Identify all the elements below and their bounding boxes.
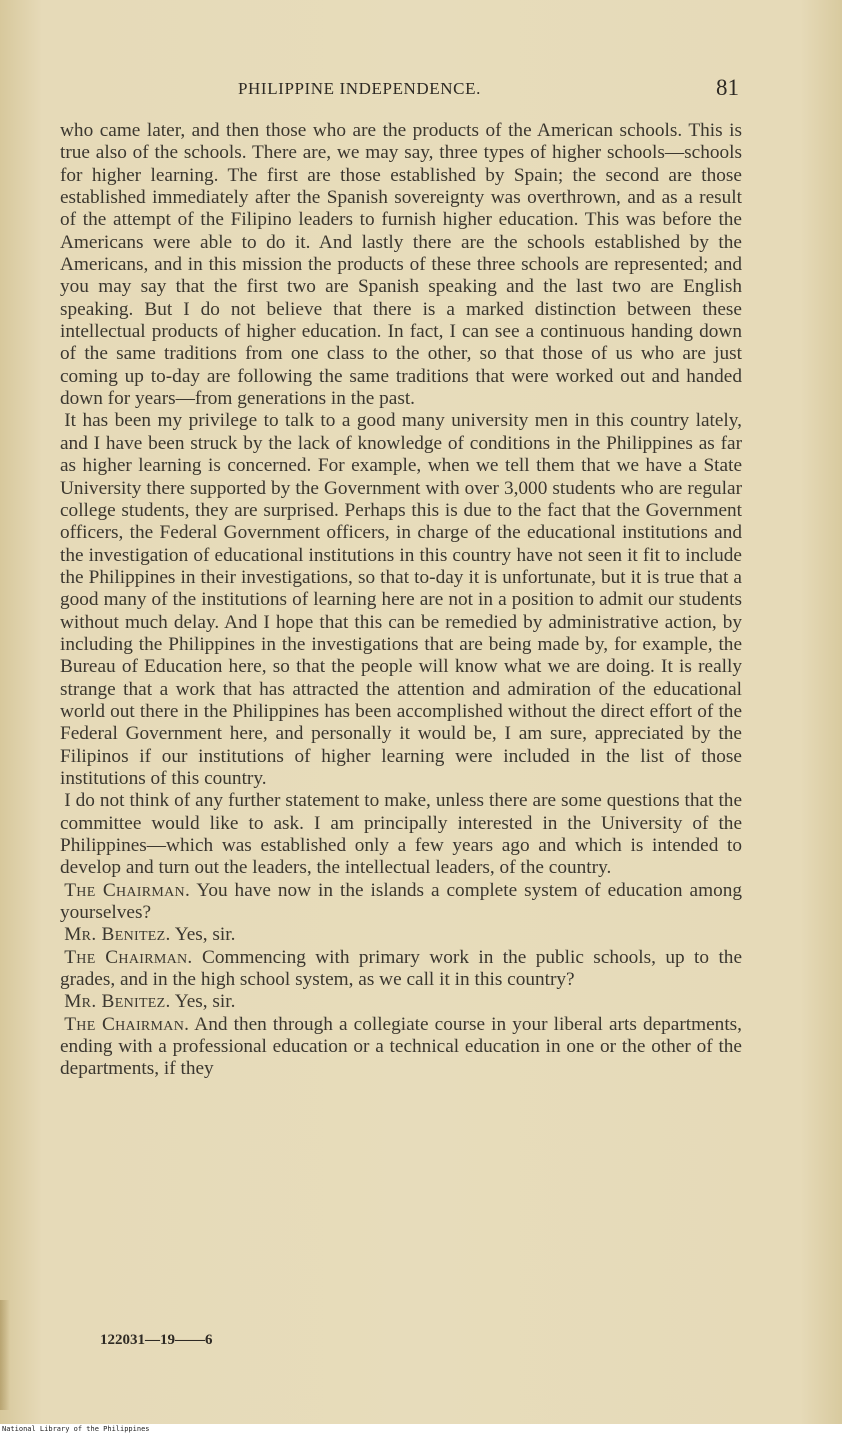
speaker-benitez: Mr. Benitez.	[64, 924, 171, 946]
paragraph-2: It has been my privilege to talk to a good many university men in this country lately, and I have been struck by the lack of knowledge of conditions in the Philippines as far as higher learning is concerned. For example, when we tell them that we have a State University there supported by the Government with over 3,000 students who are regular college students, they are surprised. Perhaps this is due to the fact that the Government officers, the Federal Government officers, in charge of the educational institutions and the investigation of educational institutions in this country have not seen it fit to include the Philippines in their investigations, so that to-day it is unfortunate, but it is true that a good many of the institutions of learning here are not in a position to admit our students without much delay. And I hope that this can be remedied by administrative action, by including the Philippines in the investigations that are being made by, for example, the Bureau of Education here, so that the people will know what we are doing. It is really strange that a work that has attracted the attention and admiration of the educational world out there in the Philippines has been accomplished without the direct effort of the Federal Government here, and personally it would be, I am sure, appreciated by the Filipinos if our institutions of higher learning were included in the list of those institutions of this country.	[60, 410, 742, 789]
print-signature-code: 122031—19——6	[100, 1332, 213, 1348]
paragraph-1: who came later, and then those who are the products of the American schools. This is true also of the schools. There are, we may say, three types of higher schools—schools for higher learning. The first are those established by Spain; the second are those established immediately after the Spanish sovereignty was overthrown, and as a result of the attempt of the Filipino leaders to furnish higher education. This was before the Americans were able to do it. And lastly there are the schools established by the Americans, and in this mission the products of these three schools are represented; and you may say that the first two are Spanish speaking and the last two are English speaking. But I do not believe that there is a marked distinction between these intellectual products of higher education. In fact, I can see a continuous handing down of the same traditions from one class to the other, so that those of us who are just coming up to-day are following the same traditions that were worked out and handed down for years—from generations in the past.	[60, 120, 742, 410]
dialogue-question-2	[60, 947, 742, 992]
speaker-chairman: The Chairman.	[64, 879, 191, 901]
answer-2-text: Yes, sir.	[174, 991, 236, 1013]
library-watermark: National Library of the Philippines	[2, 1425, 150, 1433]
speaker-chairman: The Chairman.	[64, 1013, 190, 1035]
dialogue-question-3	[60, 1014, 742, 1081]
page-number: 81	[716, 75, 739, 100]
running-header	[0, 75, 842, 105]
page-edge-shadow	[0, 1300, 10, 1410]
dialogue-question-1	[60, 880, 742, 925]
body-text	[60, 120, 742, 1081]
paragraph-3: I do not think of any further statement to make, unless there are some questions that the committee would like to ask. I am principally interested in the University of the Philippines—which was established only a few years ago and which is intended to develop and turn out the leaders, the intellectual leaders, of the country.	[60, 790, 742, 879]
question-3-text: And then through a collegiate course in your liberal arts departments, ending with a professional education or a technical education in one or the other of the departments, if they	[60, 1013, 742, 1080]
dialogue-answer-2	[60, 991, 742, 1013]
speaker-chairman: The Chairman.	[64, 946, 193, 968]
question-1-text: You have now in the islands a complete system of education among yourselves?	[60, 879, 742, 924]
dialogue-answer-1	[60, 924, 742, 946]
question-2-text: Commencing with primary work in the public schools, up to the grades, and in the high school system, as we call it in this country?	[60, 946, 743, 991]
running-title: PHILIPPINE INDEPENDENCE.	[238, 79, 481, 98]
answer-1-text: Yes, sir.	[174, 924, 236, 946]
speaker-benitez: Mr. Benitez.	[64, 991, 171, 1013]
